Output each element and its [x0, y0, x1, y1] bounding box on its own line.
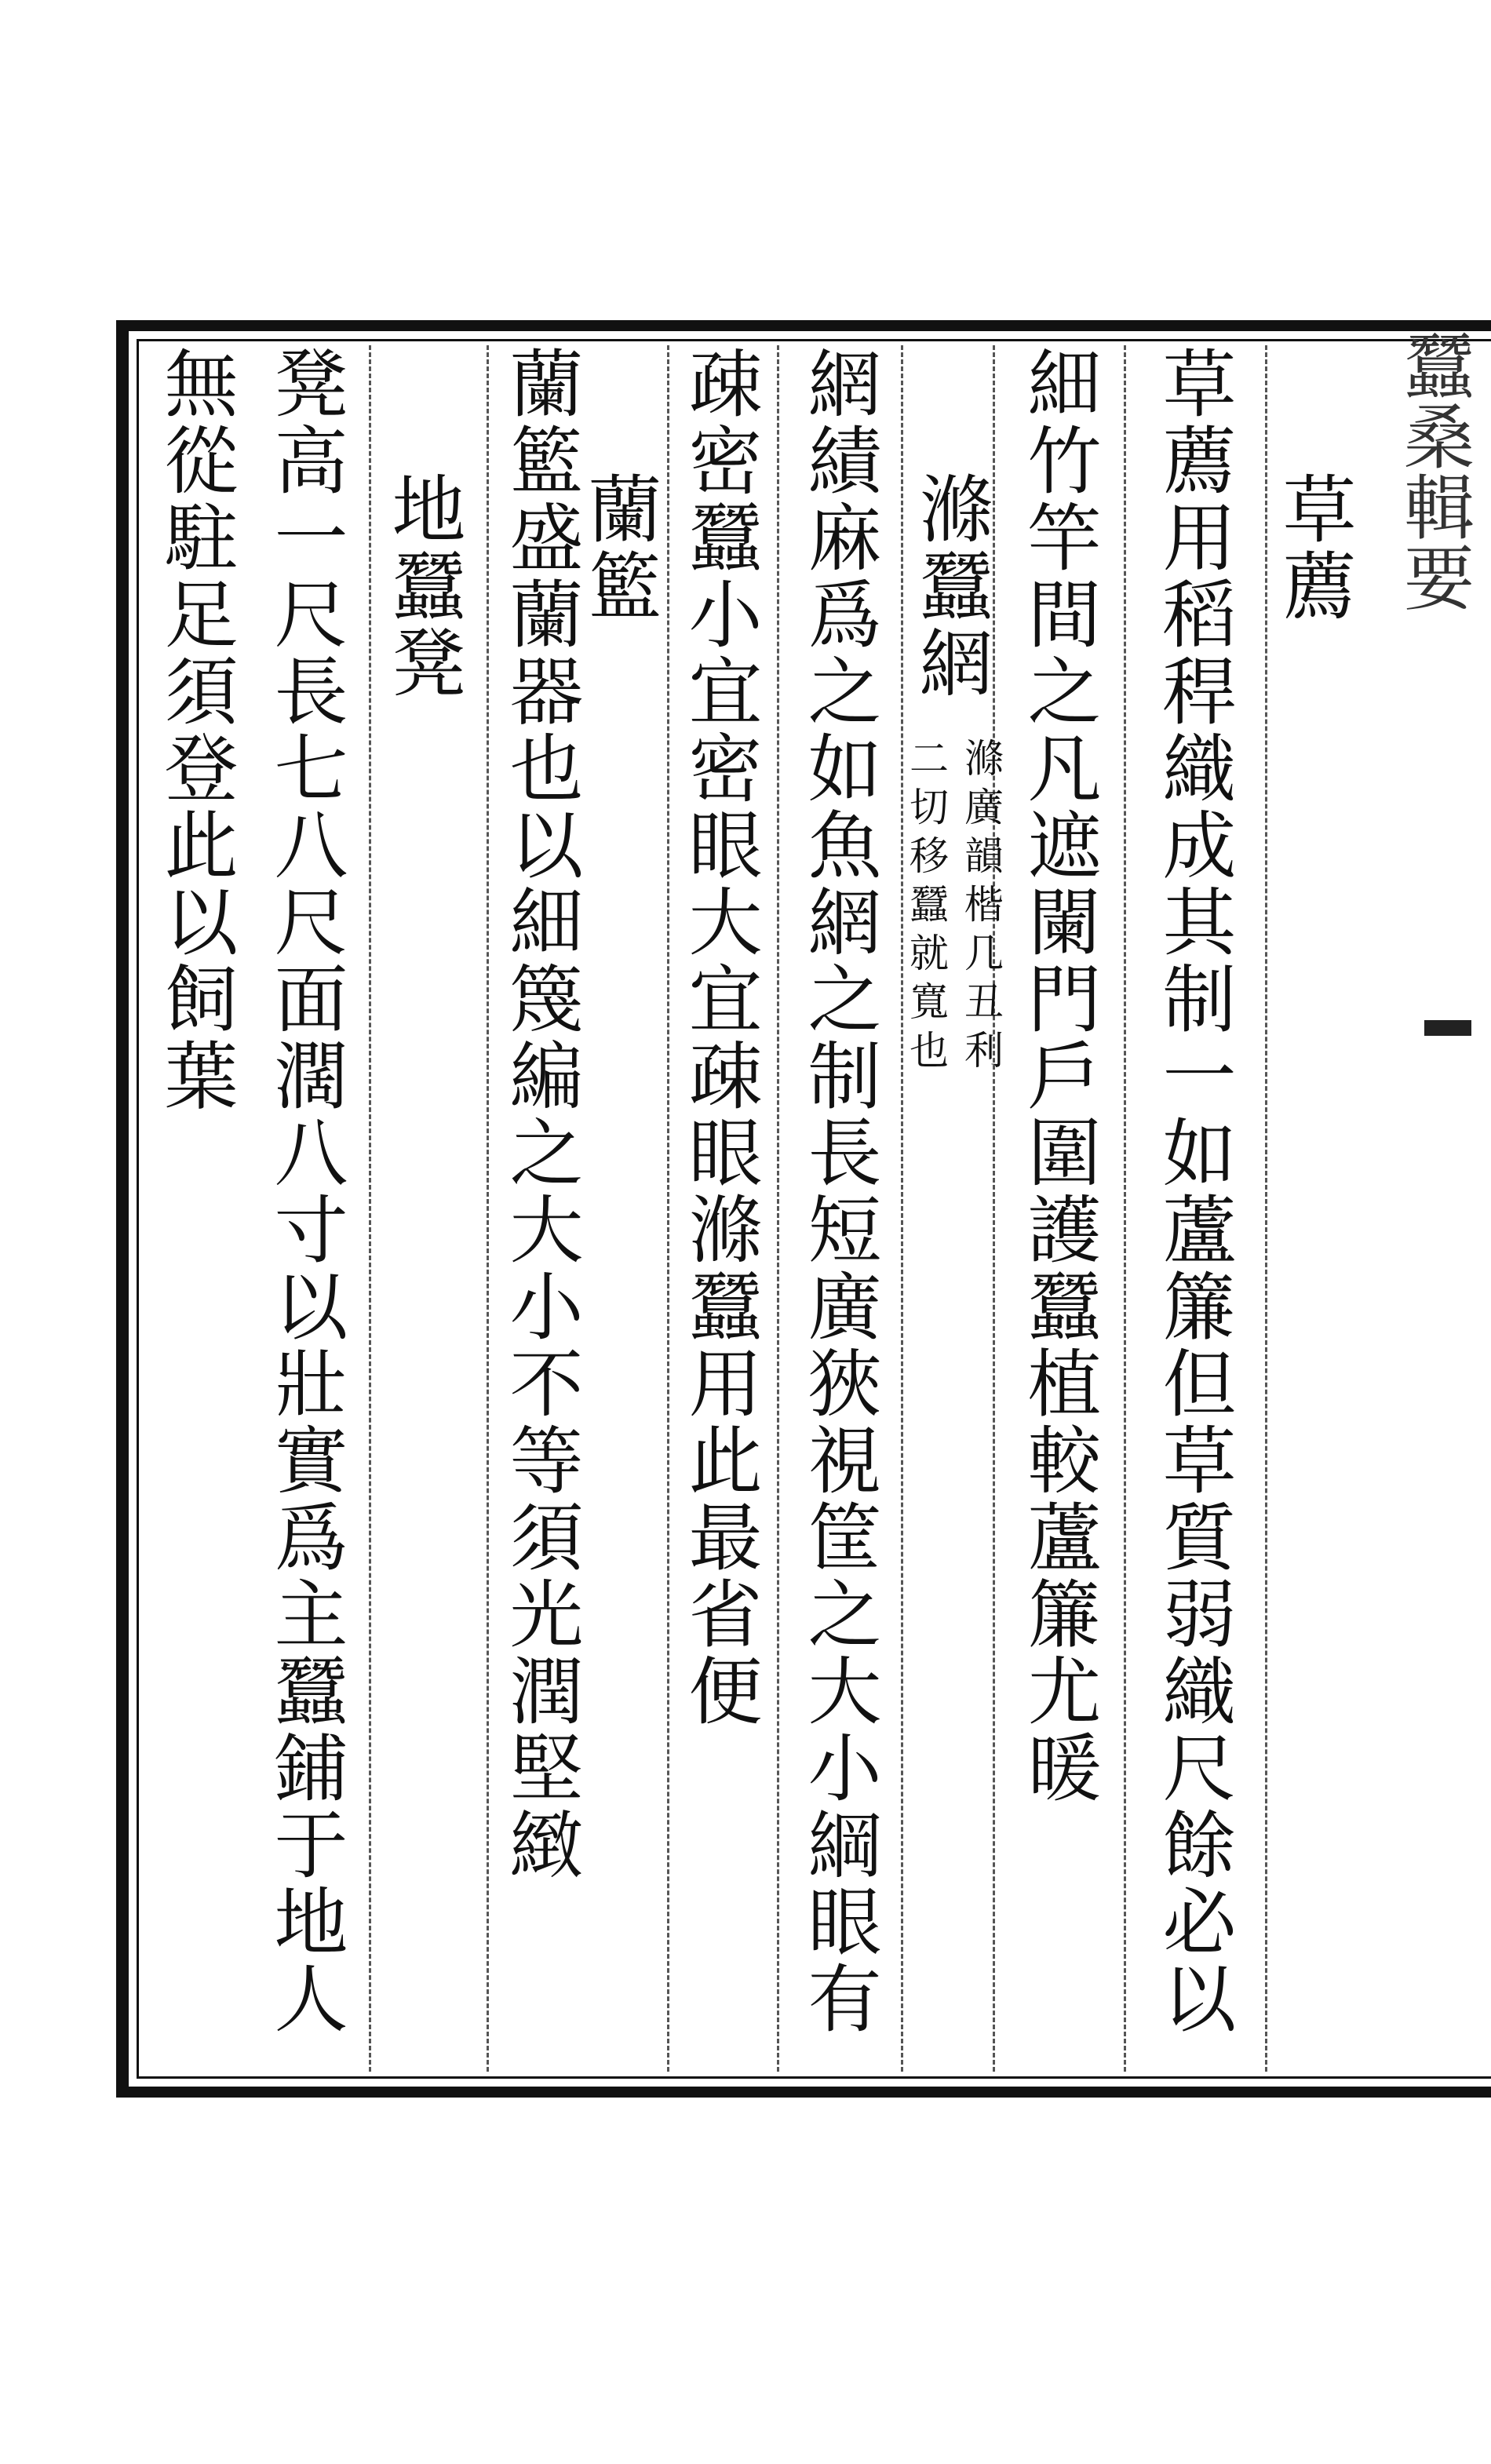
- section-title-deng: 地蠶凳: [379, 471, 465, 702]
- column-divider: [901, 345, 903, 2072]
- text-column: 無從駐足須登此以飼葉: [151, 345, 237, 1114]
- running-title: 蠶桑輯要: [1391, 330, 1474, 612]
- running-title-column: [1381, 330, 1491, 2087]
- column-divider: [1124, 345, 1126, 2072]
- text-column: 蘭籃盛蘭器也以細篾編之大小不等須光潤堅緻: [497, 345, 582, 1883]
- section-title-can-wang: 滌蠶網: [906, 471, 992, 702]
- column-divider: [369, 345, 371, 2072]
- text-column: 凳高一尺長七八尺面濶八寸以壯實爲主蠶鋪于地人: [261, 345, 347, 2037]
- text-column: 網績麻爲之如魚網之制長短廣狹視筐之大小綱眼有: [795, 345, 880, 2037]
- section-title-li-lan: 蘭籃: [575, 471, 661, 625]
- annotation-block: [903, 738, 1004, 1365]
- annotation-column: 滌廣韻楷几丑利: [958, 738, 1004, 1078]
- text-column: 疎密蠶小宜密眼大宜疎眼滌蠶用此最省便: [676, 345, 761, 1730]
- column-divider: [1265, 345, 1267, 2072]
- edge-fishtail-mark: [1424, 1020, 1471, 1036]
- column-divider: [487, 345, 489, 2072]
- column-divider: [777, 345, 779, 2072]
- section-title-cao-jian: 草薦: [1270, 471, 1355, 625]
- text-column: 草薦用稻稈織成其制一如蘆簾但草質弱織尺餘必以: [1150, 345, 1235, 2037]
- column-divider: [667, 345, 669, 2072]
- annotation-column: 二切移蠶就寬也: [903, 738, 949, 1078]
- text-column: 細竹竿間之凡遮闌門戶圍護蠶植較蘆簾尤暖: [1015, 345, 1100, 1806]
